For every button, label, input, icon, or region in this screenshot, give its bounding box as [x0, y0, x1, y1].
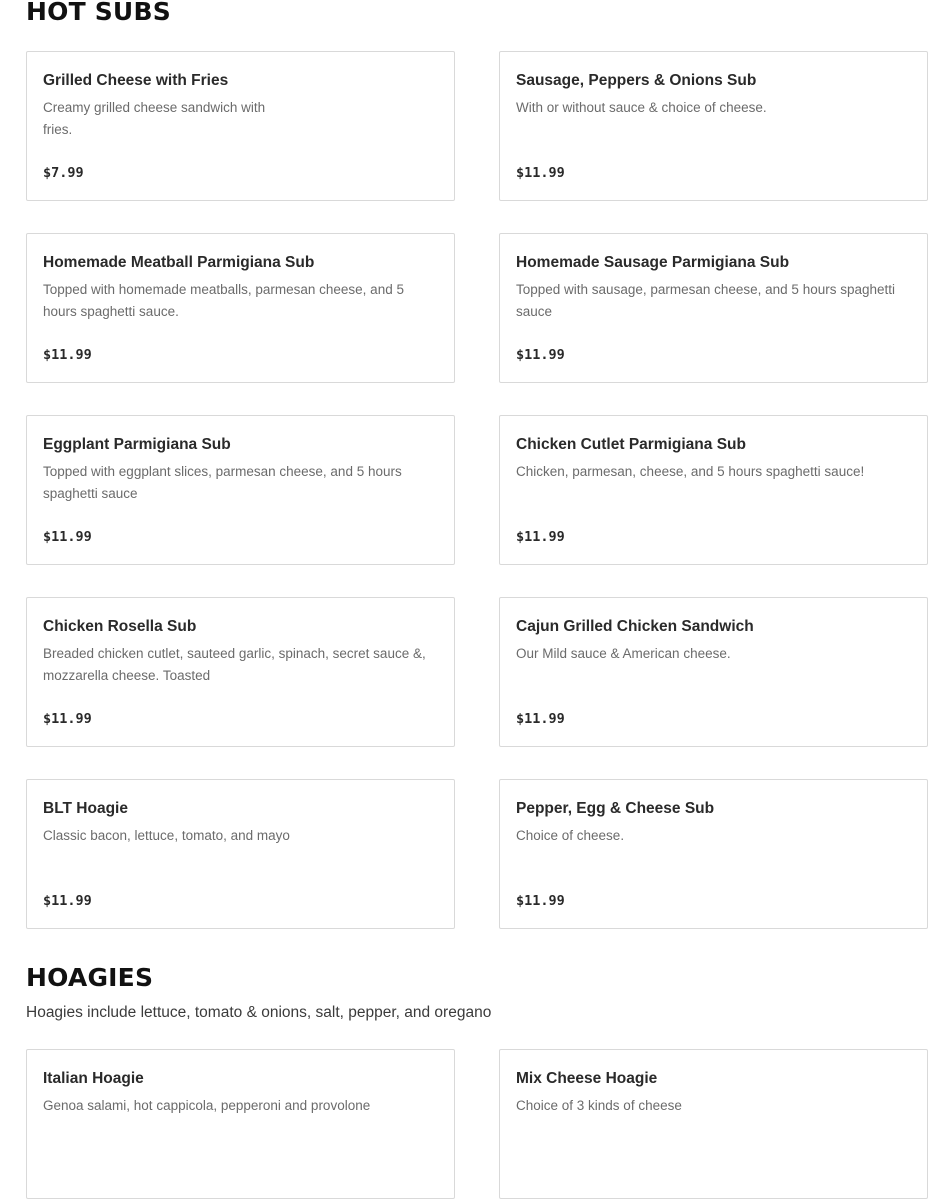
menu-item-price: $11.99 [516, 165, 565, 181]
menu-item-price: $11.99 [516, 711, 565, 727]
menu-item-description: Topped with eggplant slices, parmesan cheese, and 5 hours spaghetti sauce [43, 464, 402, 501]
menu-item-description: Topped with sausage, parmesan cheese, and 5 hours spaghetti sauce [516, 282, 896, 319]
menu-item-card[interactable] [26, 233, 455, 383]
menu-item-card[interactable] [26, 597, 455, 747]
menu-item-description: Choice of 3 kinds of cheese [516, 1098, 682, 1113]
menu-item-name: Pepper, Egg & Cheese Sub [516, 800, 715, 817]
menu-item-card[interactable] [499, 51, 928, 201]
menu-item-card[interactable] [26, 779, 455, 929]
menu-item-name: Mix Cheese Hoagie [516, 1070, 658, 1087]
menu-item-card[interactable] [499, 779, 928, 929]
menu-item-price: $11.99 [516, 347, 565, 363]
menu-item-description: Choice of cheese. [516, 828, 625, 843]
hot-subs-grid [26, 51, 928, 929]
menu-item-card[interactable] [499, 597, 928, 747]
menu-item-name: Homemade Sausage Parmigiana Sub [516, 254, 790, 271]
menu-item-name: Sausage, Peppers & Onions Sub [516, 72, 757, 89]
menu-item-description: Topped with homemade meatballs, parmesan cheese, and 5 hours spaghetti sauce. [43, 282, 404, 319]
menu-item-name: Chicken Rosella Sub [43, 618, 197, 635]
menu-item-card[interactable] [499, 415, 928, 565]
menu-item-price: $11.99 [516, 529, 565, 545]
menu-item-name: Italian Hoagie [43, 1070, 144, 1087]
menu-item-price: $7.99 [43, 165, 84, 181]
menu-item-description: Our Mild sauce & American cheese. [516, 646, 731, 661]
menu-item-description: Chicken, parmesan, cheese, and 5 hours spaghetti sauce! [516, 464, 865, 479]
menu-item-description: Genoa salami, hot cappicola, pepperoni and provolone [43, 1098, 371, 1113]
menu-item-description: Creamy grilled cheese sandwich with fries. [43, 100, 266, 137]
menu-item-description: Classic bacon, lettuce, tomato, and mayo [43, 828, 290, 843]
menu-item-card[interactable] [499, 1049, 928, 1199]
section-title-hoagies: HOAGIES [26, 963, 154, 992]
menu-item-name: Grilled Cheese with Fries [43, 72, 229, 89]
menu-item-name: Eggplant Parmigiana Sub [43, 436, 231, 453]
section-subtitle-hoagies: Hoagies include lettuce, tomato & onions, salt, pepper, and oregano [26, 1004, 492, 1021]
menu-item-card[interactable] [26, 415, 455, 565]
menu-item-description: Breaded chicken cutlet, sauteed garlic, spinach, secret sauce &, mozzarella cheese. Toasted [43, 646, 426, 683]
section-title-hot-subs: HOT SUBS [26, 0, 171, 26]
menu-item-price: $11.99 [516, 893, 565, 909]
menu-item-card[interactable] [26, 51, 455, 201]
menu-item-price: $11.99 [43, 529, 92, 545]
menu-item-name: Cajun Grilled Chicken Sandwich [516, 618, 754, 635]
menu-item-card[interactable] [26, 1049, 455, 1199]
menu-item-price: $11.99 [43, 711, 92, 727]
menu-item-price: $11.99 [43, 893, 92, 909]
menu-item-name: Homemade Meatball Parmigiana Sub [43, 254, 315, 271]
menu-item-description: With or without sauce & choice of cheese. [516, 100, 767, 115]
menu-item-name: Chicken Cutlet Parmigiana Sub [516, 436, 746, 453]
menu-item-card[interactable] [499, 233, 928, 383]
menu-item-price: $11.99 [43, 347, 92, 363]
hoagies-grid [26, 1049, 928, 1199]
menu-item-name: BLT Hoagie [43, 800, 128, 817]
